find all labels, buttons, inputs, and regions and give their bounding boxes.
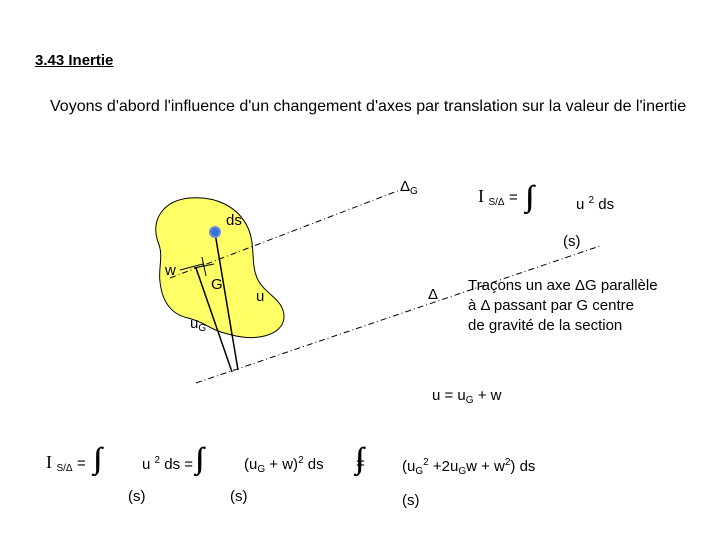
bottom-term-2: $(u_G + w)^2$ ds — [244, 455, 324, 475]
bottom-domain-3: (s) — [402, 492, 420, 509]
description-text: Traçons un axe ΔG parallèle à Δ passant par G centre de gravité de la section — [468, 277, 658, 334]
section-title: 3.43 Inertie — [35, 52, 114, 69]
top-integrand: u $^2$ ds — [576, 195, 615, 213]
delta-g-label: $\Delta_G$ — [400, 178, 418, 197]
top-domain: (s) — [563, 233, 581, 250]
u-label: u — [256, 288, 265, 305]
bottom-eq3: = — [356, 455, 365, 472]
w-label: w — [165, 262, 176, 279]
ds-point — [210, 227, 220, 237]
bottom-domain-2: (s) — [230, 488, 248, 505]
delta-label: Δ — [428, 286, 439, 303]
bottom-term-1: u $^2$ ds = — [142, 455, 194, 473]
bottom-domain-1: (s) — [128, 488, 146, 505]
ug-label: $u_G$ — [190, 315, 207, 334]
bottom-inertia-symbol: I $_{S/\Delta}$ = — [46, 452, 86, 474]
top-inertia-formula: I $_{S/\Delta}$ = — [478, 186, 518, 208]
ds-label: ds — [226, 212, 242, 229]
bottom-term-3: $(u_G^2 +2u_Gw + w^2)$ ds — [402, 457, 536, 477]
intro-paragraph: Voyons d'abord l'influence d'un changement d'axes par translation sur la valeur de l'inertie — [50, 98, 687, 115]
g-label: G — [211, 276, 223, 293]
relation-formula: $u = u_G + w$ — [432, 387, 502, 406]
